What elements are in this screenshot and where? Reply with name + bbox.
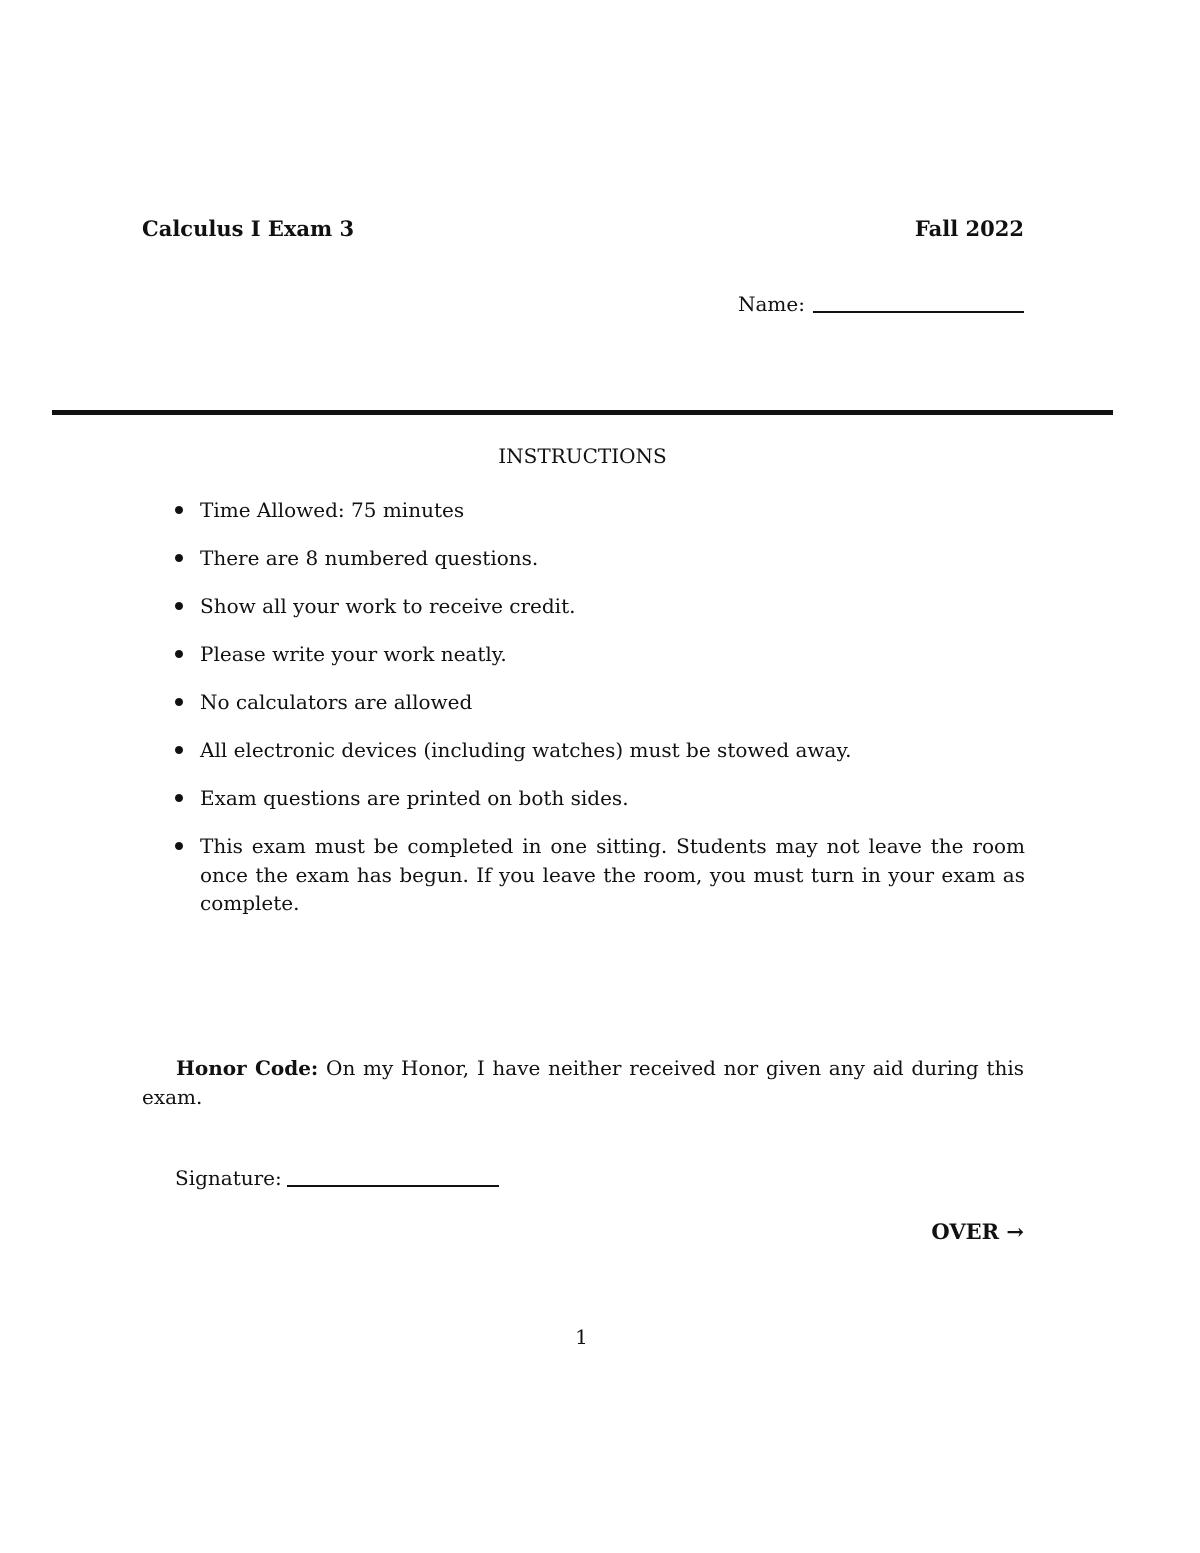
instruction-item xyxy=(175,736,1025,765)
bullet-icon xyxy=(175,602,183,610)
instructions-list xyxy=(175,496,1025,937)
bullet-icon xyxy=(175,842,183,850)
section-divider xyxy=(52,410,1113,415)
honor-code-label: Honor Code: xyxy=(176,1056,319,1080)
instruction-text: There are 8 numbered questions. xyxy=(200,546,539,570)
honor-code-statement xyxy=(142,1054,1024,1111)
name-blank-line xyxy=(813,311,1024,313)
instruction-item xyxy=(175,592,1025,621)
instruction-text: Time Allowed: 75 minutes xyxy=(200,498,465,522)
exam-title: Calculus I Exam 3 xyxy=(142,216,355,241)
instruction-text: Exam questions are printed on both sides. xyxy=(200,786,629,810)
exam-term: Fall 2022 xyxy=(914,216,1024,241)
instruction-item xyxy=(175,688,1025,717)
over-indicator: OVER → xyxy=(931,1219,1024,1244)
honor-code-text: On my Honor, I have neither received nor given any aid during this exam. xyxy=(142,1056,1025,1109)
bullet-icon xyxy=(175,794,183,802)
instruction-item xyxy=(175,496,1025,525)
instruction-item xyxy=(175,832,1025,918)
instruction-text: All electronic devices (including watches) must be stowed away. xyxy=(200,738,852,762)
instruction-text: Please write your work neatly. xyxy=(200,642,507,666)
instruction-item xyxy=(175,784,1025,813)
bullet-icon xyxy=(175,746,183,754)
instructions-heading: INSTRUCTIONS xyxy=(498,444,667,468)
instruction-item xyxy=(175,640,1025,669)
name-label: Name: xyxy=(738,292,805,316)
bullet-icon xyxy=(175,650,183,658)
instruction-text: No calculators are allowed xyxy=(200,690,473,714)
instruction-text: Show all your work to receive credit. xyxy=(200,594,576,618)
instruction-item xyxy=(175,544,1025,573)
instruction-text: This exam must be completed in one sitting. Students may not leave the room once the exam has begun. If you leave the room, you must turn in your exam as complete. xyxy=(200,834,1025,915)
signature-blank-line xyxy=(287,1185,499,1187)
bullet-icon xyxy=(175,554,183,562)
page-number: 1 xyxy=(575,1325,588,1349)
bullet-icon xyxy=(175,698,183,706)
signature-label: Signature: xyxy=(175,1166,282,1190)
bullet-icon xyxy=(175,506,183,514)
